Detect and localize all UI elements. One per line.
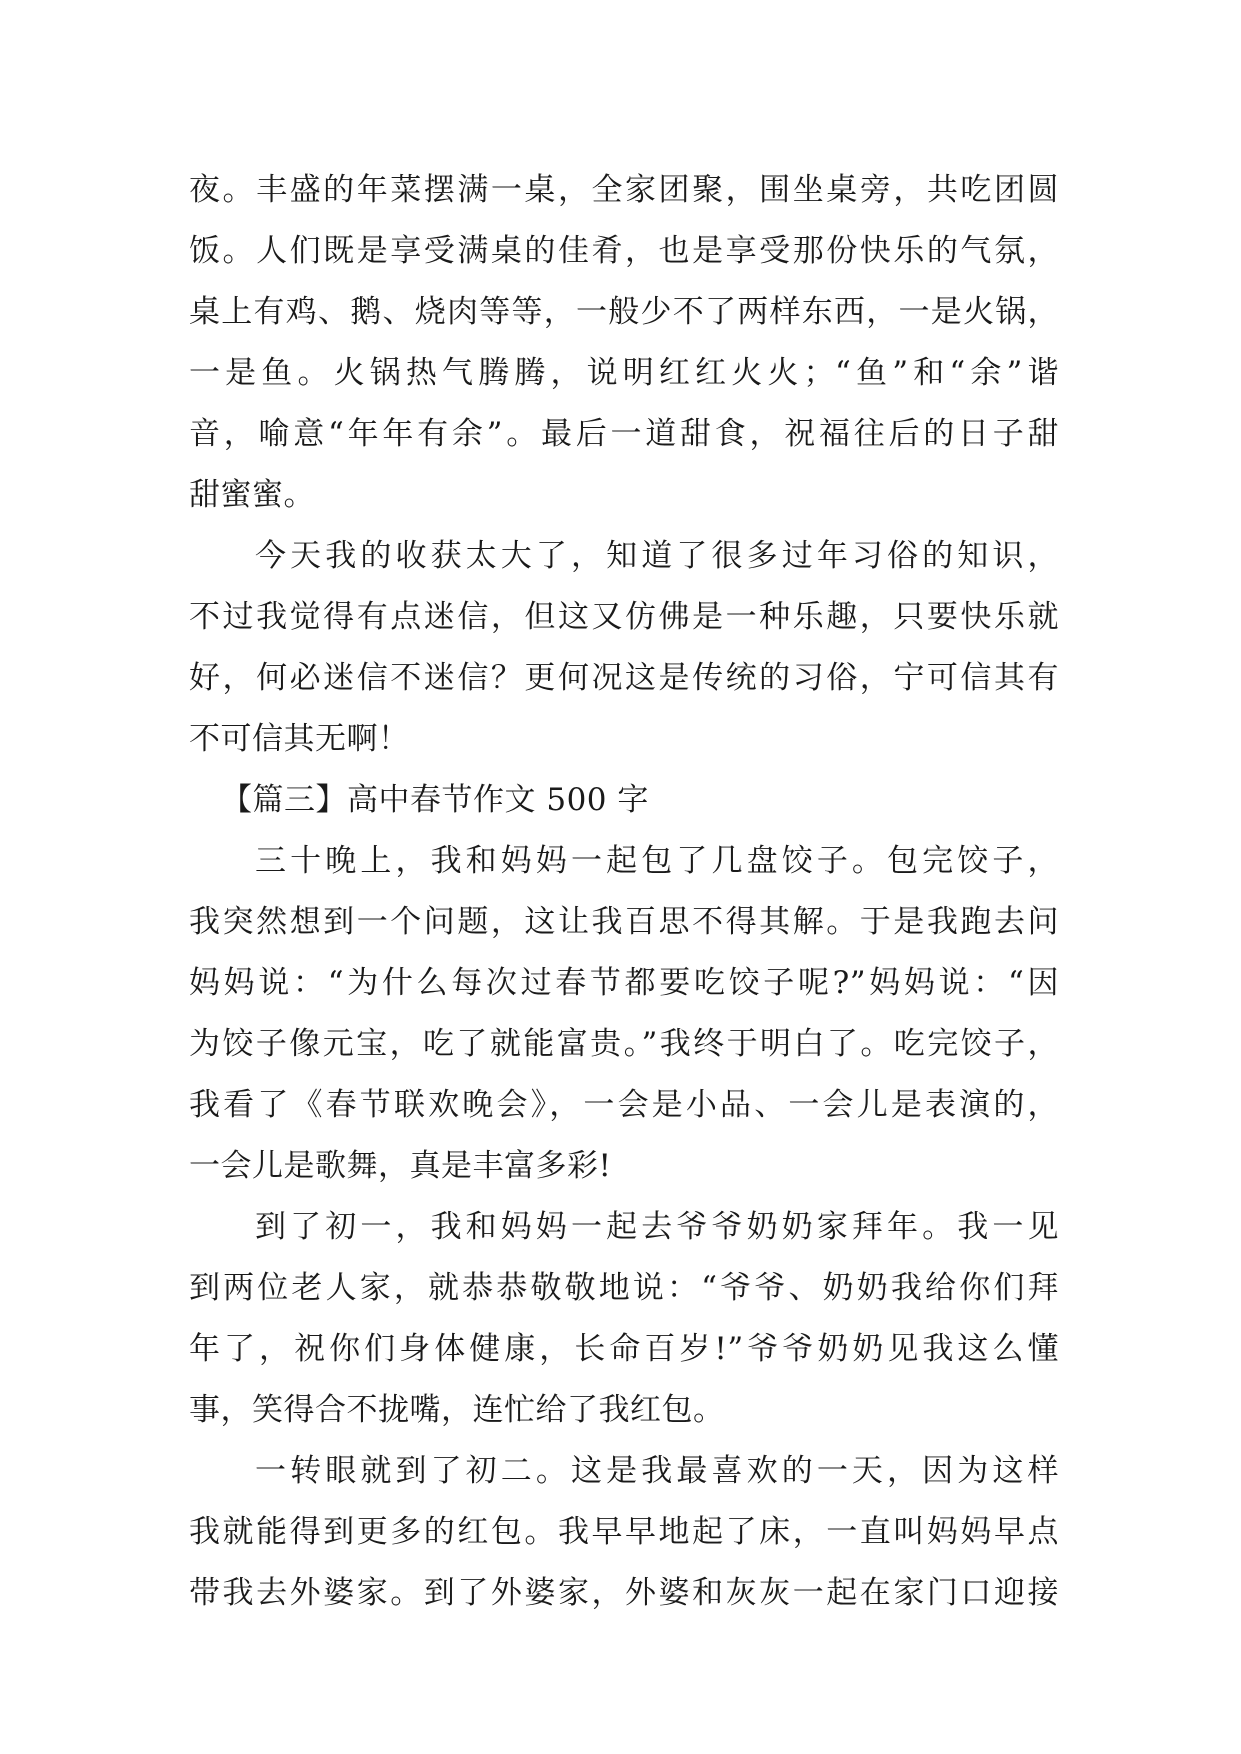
text-line: 饭。人们既是享受满桌的佳肴，也是享受那份快乐的气氛， [189,233,1059,269]
text-line: 一是鱼。火锅热气腾腾，说明红红火火；“鱼”和“余”谐 [189,355,1059,391]
paragraph [189,160,1059,526]
text-line: 好，何必迷信不迷信？更何况这是传统的习俗，宁可信其有 [189,660,1059,696]
heading-text: 【篇三】高中春节作文 500 字 [221,782,649,818]
section-heading [189,770,1059,831]
paragraph [189,526,1059,770]
text-line: 不可信其无啊！ [189,721,410,757]
text-line: 桌上有鸡、鹅、烧肉等等，一般少不了两样东西，一是火锅， [189,294,1059,330]
text-line: 为饺子像元宝，吃了就能富贵。”我终于明白了。吃完饺子， [189,1026,1059,1062]
text-line: 音，喻意“年年有余”。最后一道甜食，祝福往后的日子甜 [189,416,1059,452]
text-line: 我看了《春节联欢晚会》，一会是小品、一会儿是表演的， [189,1087,1059,1123]
text-line: 今天我的收获太大了，知道了很多过年习俗的知识， [255,538,1059,574]
text-line: 年了，祝你们身体健康，长命百岁!”爷爷奶奶见我这么懂 [189,1331,1059,1367]
text-line: 带我去外婆家。到了外婆家，外婆和灰灰一起在家门口迎接 [189,1575,1059,1611]
text-line: 不过我觉得有点迷信，但这又仿佛是一种乐趣，只要快乐就 [189,599,1059,635]
text-line: 夜。丰盛的年菜摆满一桌，全家团聚，围坐桌旁，共吃团圆 [189,172,1059,208]
text-line: 事，笑得合不拢嘴，连忙给了我红包。 [189,1392,725,1428]
text-line: 一转眼就到了初二。这是我最喜欢的一天，因为这样 [255,1453,1059,1489]
text-line: 三十晚上，我和妈妈一起包了几盘饺子。包完饺子， [255,843,1059,879]
text-line: 甜蜜蜜。 [189,477,315,513]
text-line: 到了初一，我和妈妈一起去爷爷奶奶家拜年。我一见 [255,1209,1059,1245]
paragraph [189,1197,1059,1441]
paragraph [189,1441,1059,1624]
paragraph [189,831,1059,1197]
text-line: 到两位老人家，就恭恭敬敬地说：“爷爷、奶奶我给你们拜 [189,1270,1059,1306]
text-line: 我就能得到更多的红包。我早早地起了床，一直叫妈妈早点 [189,1514,1059,1550]
text-line: 我突然想到一个问题，这让我百思不得其解。于是我跑去问 [189,904,1059,940]
text-line: 妈妈说：“为什么每次过春节都要吃饺子呢?”妈妈说：“因 [189,965,1059,1001]
essay-body [189,160,1059,1624]
text-line: 一会儿是歌舞，真是丰富多彩! [189,1148,612,1184]
